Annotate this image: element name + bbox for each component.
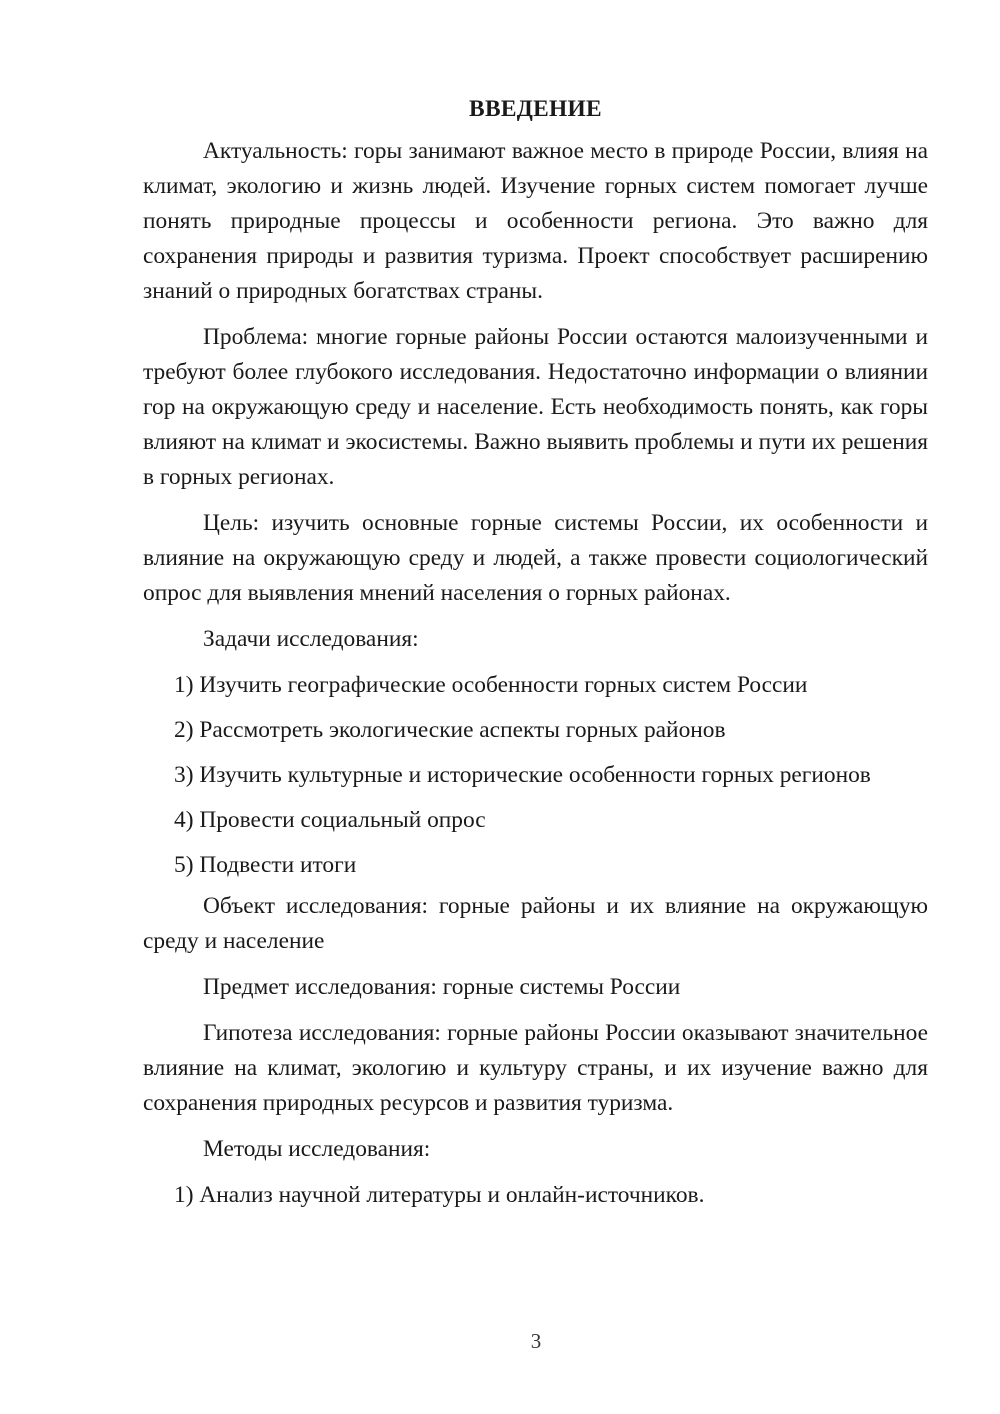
task-item: 2) Рассмотреть экологические аспекты горных районов [174,717,726,743]
document-page [143,92,928,1223]
task-item: 5) Подвести итоги [174,852,357,878]
tasks-heading: Задачи исследования: [203,626,419,652]
relevance-paragraph: Актуальность: горы занимают важное место в природе России, влияя на климат, экологию и жизнь людей. Изучение горных систем помогает лучше понять природные процессы и особенности региона. Это важно для сохранения природы и развития туризма. Проект способствует расширению знаний о природных богатствах страны. [143,138,928,304]
methods-heading: Методы исследования: [203,1136,431,1162]
object-paragraph: Объект исследования: горные районы и их влияние на окружающую среду и население [143,893,928,954]
goal-paragraph: Цель: изучить основные горные системы России, их особенности и влияние на окружающую среду и людей, а также провести социологический опрос для выявления мнений населения о горных районах. [143,510,928,606]
method-item: 1) Анализ научной литературы и онлайн-источников. [174,1182,705,1208]
problem-paragraph: Проблема: многие горные районы России остаются малоизученными и требуют более глубокого исследования. Недостаточно информации о влиянии гор на окружающую среду и население. Есть необходимость понять, как горы влияют на климат и экосистемы. Важно выявить проблемы и пути их решения в горных регионах. [143,324,928,490]
task-item: 3) Изучить культурные и исторические особенности горных регионов [174,762,871,788]
section-title: ВВЕДЕНИЕ [469,96,602,122]
hypothesis-paragraph: Гипотеза исследования: горные районы России оказывают значительное влияние на климат, экологию и культуру страны, и их изучение важно для сохранения природных ресурсов и развития туризма. [143,1020,928,1116]
subject-paragraph: Предмет исследования: горные системы России [203,974,681,1000]
page-number: 3 [530,1329,542,1353]
task-item: 4) Провести социальный опрос [174,807,486,833]
task-item: 1) Изучить географические особенности горных систем России [174,672,808,698]
